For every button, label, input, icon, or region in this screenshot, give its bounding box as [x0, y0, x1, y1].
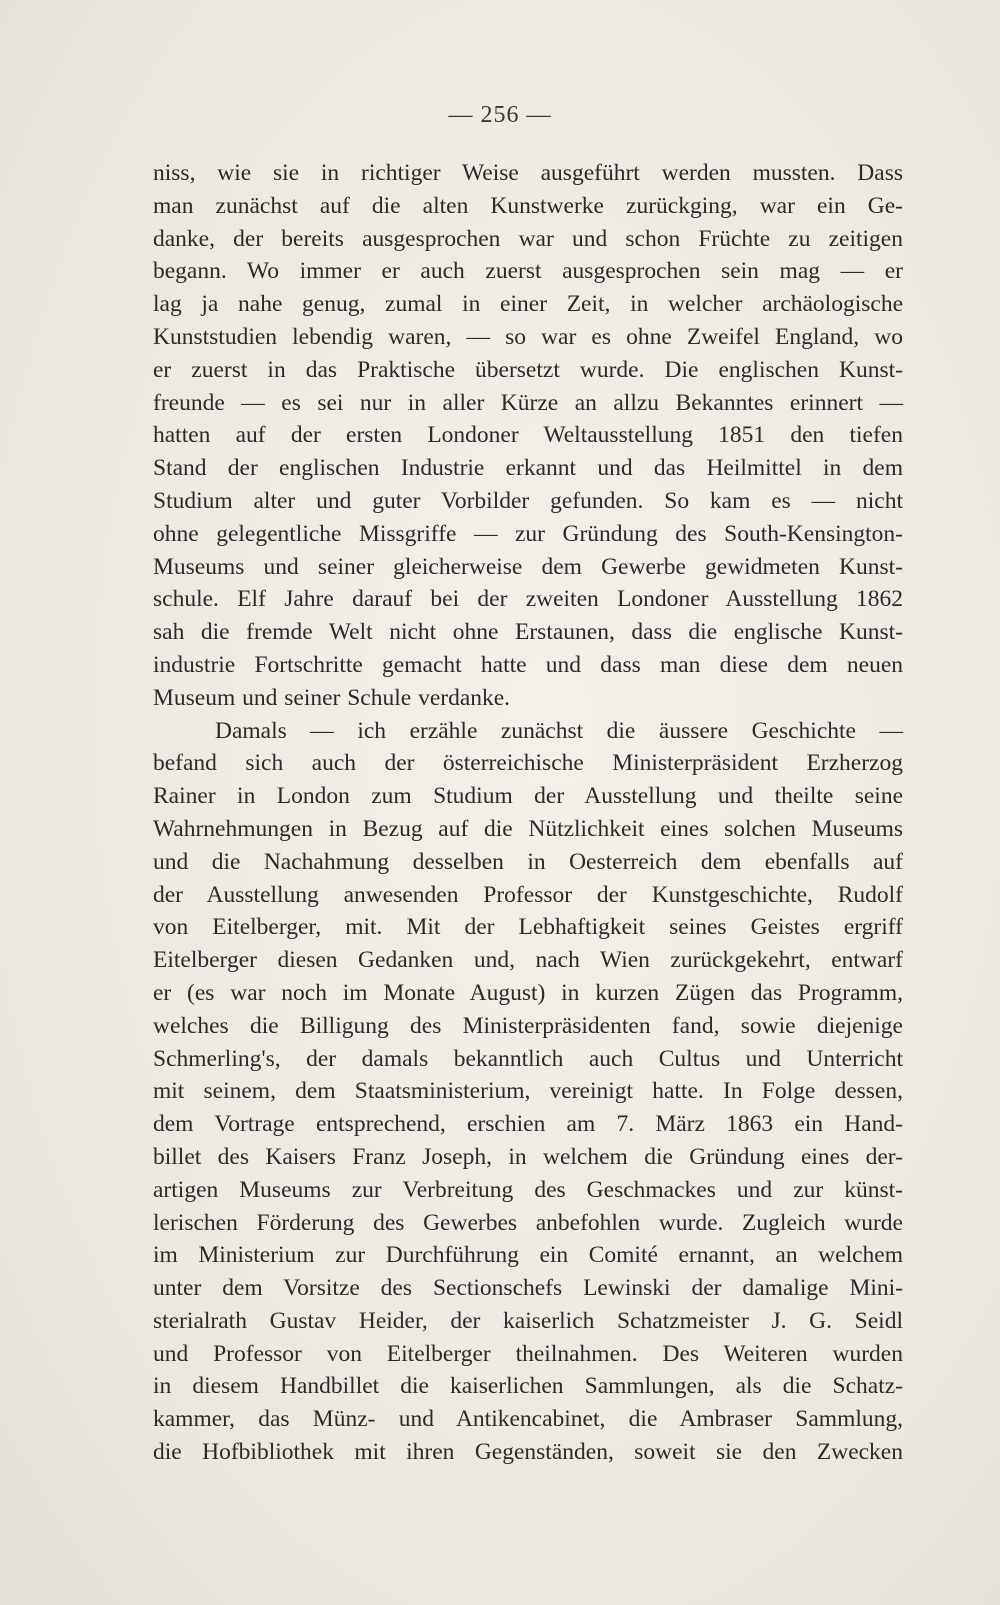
text-line: man zunächst auf die alten Kunstwerke zurückging, war ein Ge- [153, 192, 903, 219]
text-line: er (es war noch im Monate August) in kurzen Zügen das Programm, [153, 979, 903, 1006]
text-line: artigen Museums zur Verbreitung des Geschmackes und zur künst- [153, 1176, 903, 1203]
body-text [153, 157, 903, 1469]
text-line: lag ja nahe genug, zumal in einer Zeit, in welcher archäologische [153, 291, 903, 318]
page-number: — 256 — [448, 102, 552, 128]
text-line: der Ausstellung anwesenden Professor der Kunstgeschichte, Rudolf [153, 881, 903, 908]
text-line: Wahrnehmungen in Bezug auf die Nützlichkeit eines solchen Museums [153, 815, 903, 842]
text-line: Rainer in London zum Studium der Ausstellung und theilte seine [153, 783, 903, 810]
text-line: welches die Billigung des Ministerpräsidenten fand, sowie diejenige [153, 1012, 903, 1039]
text-line: hatten auf der ersten Londoner Weltausstellung 1851 den tiefen [153, 422, 903, 449]
text-line: Stand der englischen Industrie erkannt und das Heilmittel in dem [153, 455, 903, 482]
text-line: und Professor von Eitelberger theilnahmen. Des Weiteren wurden [153, 1340, 903, 1367]
text-line: ohne gelegentliche Missgriffe — zur Gründung des South-Kensington- [153, 520, 903, 547]
text-line: die Hofbibliothek mit ihren Gegenständen, soweit sie den Zwecken [153, 1439, 903, 1466]
paragraph-end-line: Museum und seiner Schule verdanke. [153, 684, 511, 711]
text-line: kammer, das Münz- und Antikencabinet, die Ambraser Sammlung, [153, 1406, 903, 1433]
text-line: Museums und seiner gleicherweise dem Gewerbe gewidmeten Kunst- [153, 553, 903, 580]
text-line: dem Vortrage entsprechend, erschien am 7. März 1863 ein Hand- [153, 1111, 903, 1138]
text-line: sah die fremde Welt nicht ohne Erstaunen, dass die englische Kunst- [153, 619, 903, 646]
text-line: freunde — es sei nur in aller Kürze an allzu Bekanntes erinnert — [153, 389, 903, 416]
text-line: von Eitelberger, mit. Mit der Lebhaftigkeit seines Geistes ergriff [153, 914, 903, 941]
text-line: Kunststudien lebendig waren, — so war es ohne Zweifel England, wo [153, 323, 903, 350]
text-line: begann. Wo immer er auch zuerst ausgesprochen sein mag — er [153, 258, 903, 285]
text-line: er zuerst in das Praktische übersetzt wurde. Die englischen Kunst- [153, 356, 903, 383]
text-line: befand sich auch der österreichische Ministerpräsident Erzherzog [153, 750, 903, 777]
paragraph-start-line: Damals — ich erzähle zunächst die äussere Geschichte — [215, 717, 903, 744]
text-line: im Ministerium zur Durchführung ein Comité ernannt, an welchem [153, 1242, 903, 1269]
text-line: in diesem Handbillet die kaiserlichen Sammlungen, als die Schatz- [153, 1373, 903, 1400]
text-line: danke, der bereits ausgesprochen war und schon Früchte zu zeitigen [153, 225, 903, 252]
text-line: Eitelberger diesen Gedanken und, nach Wien zurückgekehrt, entwarf [153, 947, 903, 974]
text-line: und die Nachahmung desselben in Oesterreich dem ebenfalls auf [153, 848, 903, 875]
text-line: niss, wie sie in richtiger Weise ausgeführt werden mussten. Dass [153, 160, 903, 186]
text-line: industrie Fortschritte gemacht hatte und dass man diese dem neuen [153, 651, 903, 678]
text-line: unter dem Vorsitze des Sectionschefs Lewinski der damalige Mini- [153, 1275, 903, 1302]
text-line: Studium alter und guter Vorbilder gefunden. So kam es — nicht [153, 487, 903, 514]
text-line: sterialrath Gustav Heider, der kaiserlich Schatzmeister J. G. Seidl [153, 1307, 903, 1334]
text-line: billet des Kaisers Franz Joseph, in welchem die Gründung eines der- [153, 1143, 903, 1170]
text-line: mit seinem, dem Staatsministerium, vereinigt hatte. In Folge dessen, [153, 1078, 903, 1105]
text-line: schule. Elf Jahre darauf bei der zweiten Londoner Ausstellung 1862 [153, 586, 903, 613]
text-line: Schmerling's, der damals bekanntlich auch Cultus und Unterricht [153, 1045, 903, 1072]
text-line: lerischen Förderung des Gewerbes anbefohlen wurde. Zugleich wurde [153, 1209, 903, 1236]
